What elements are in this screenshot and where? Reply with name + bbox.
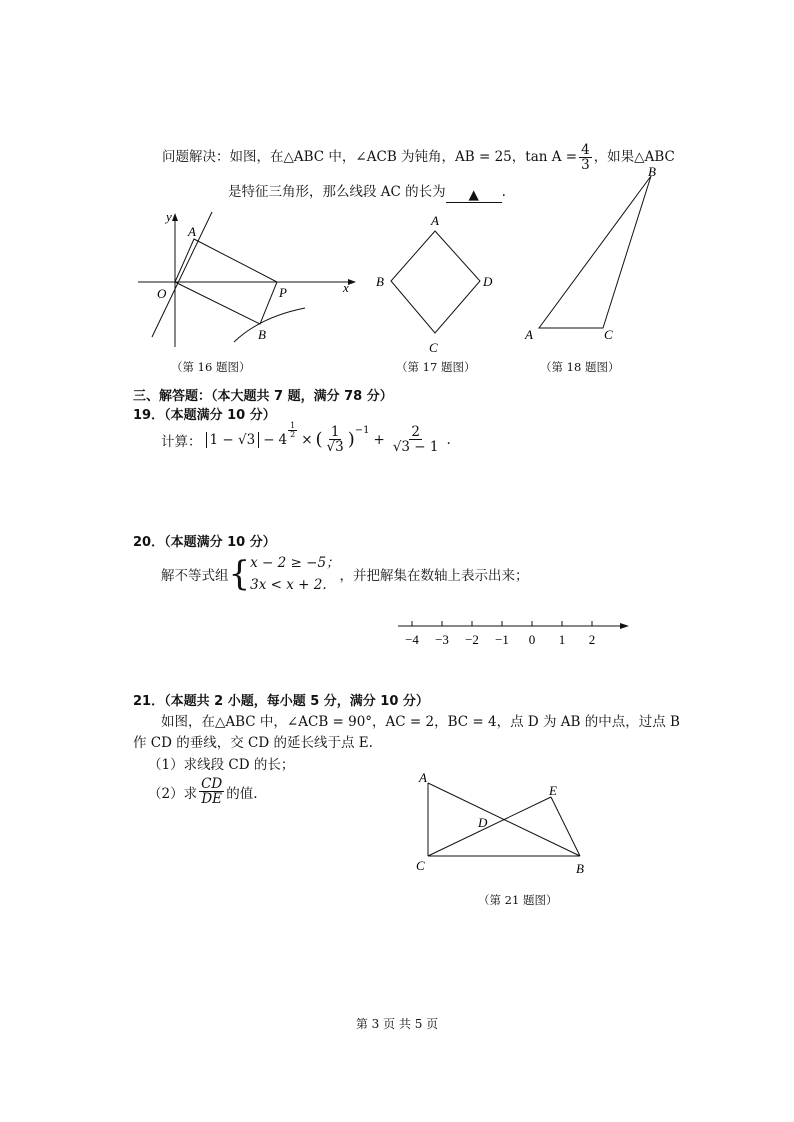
figure-17 bbox=[370, 210, 500, 358]
section-3-heading: 三、解答题：（本大题共 7 题，满分 78 分） bbox=[133, 389, 393, 404]
period: . bbox=[501, 184, 506, 200]
label-C: C bbox=[429, 340, 438, 355]
figure-21-caption: （第 21 题图） bbox=[478, 893, 558, 907]
problem-line-2-text: 是特征三角形，那么线段 AC 的长为 bbox=[228, 184, 446, 200]
x-axis-arrow-icon bbox=[348, 279, 356, 285]
label-A: A bbox=[188, 224, 196, 239]
number-line-arrow-icon bbox=[620, 623, 629, 629]
q19-times: × bbox=[301, 431, 313, 448]
number-line[interactable] bbox=[390, 615, 640, 655]
q21-part-2-prefix: （2）求 bbox=[148, 785, 198, 802]
rhombus-ABCD bbox=[391, 231, 480, 333]
number-line-label: −2 bbox=[465, 632, 479, 647]
q21-part-1: （1）求线段 CD 的长； bbox=[148, 757, 295, 773]
problem-line-1-tail: ，如果△ABC bbox=[593, 149, 675, 166]
triangle-marker-icon: ▲ bbox=[468, 187, 479, 203]
label-O: O bbox=[157, 286, 167, 301]
problem-line-1-text: 问题解决：如图，在△ABC 中，∠ACB 为钝角，AB = 25，tan A = bbox=[162, 149, 578, 166]
q19-base: 4 bbox=[278, 431, 288, 448]
problem-line-2 bbox=[228, 180, 506, 203]
figure-16-caption: （第 16 题图） bbox=[171, 360, 251, 374]
tan-fraction: $\frac{4}{3}$ bbox=[581, 142, 590, 174]
q20-heading: 20．（本题满分 10 分） bbox=[133, 535, 276, 550]
segment-EB bbox=[551, 797, 580, 856]
label-C: C bbox=[416, 858, 425, 873]
q19-expression: 计算： 1 − √3 − 4 $\frac{1}{2}$ × ( $\frac{1}{√3}$ ) −1 + $\frac{2}{√3 - 1}$ . bbox=[161, 420, 451, 456]
q20-ineq2: 3x < x + 2. bbox=[250, 577, 327, 593]
label-y: y bbox=[166, 209, 172, 224]
q19-prefix: 计算： bbox=[161, 433, 202, 450]
line-through-origin bbox=[152, 212, 212, 337]
number-line-label: 2 bbox=[588, 632, 596, 647]
brace-icon: { bbox=[228, 554, 251, 594]
q19-abs: 1 − √3 bbox=[206, 432, 260, 448]
q21-part-2-fraction: $\frac{CD}{DE}$ bbox=[201, 776, 223, 808]
q20-system bbox=[161, 552, 529, 596]
q19-end: . bbox=[446, 431, 451, 448]
figure-17-caption: （第 17 题图） bbox=[396, 360, 476, 374]
number-line-label: −3 bbox=[435, 632, 449, 647]
number-line-label: −4 bbox=[405, 632, 419, 647]
q20-suffix: ，并把解集在数轴上表示出来； bbox=[339, 568, 529, 584]
q21-part-2 bbox=[148, 777, 258, 806]
q19-frac: $\frac{2}{√3 - 1}$ bbox=[392, 424, 439, 456]
q19-plus: + bbox=[373, 431, 385, 448]
label-B: B bbox=[576, 861, 584, 876]
label-B: B bbox=[258, 327, 266, 342]
label-B: B bbox=[648, 164, 656, 179]
q20-ineq1: x − 2 ≥ −5； bbox=[250, 555, 340, 571]
number-line-label: 1 bbox=[558, 632, 566, 647]
segment-CE bbox=[428, 797, 551, 856]
figure-18 bbox=[520, 160, 670, 350]
label-D: D bbox=[478, 815, 488, 830]
q21-stem-2: 作 CD 的垂线，交 CD 的延长线于点 E. bbox=[133, 735, 373, 751]
label-D: D bbox=[483, 274, 493, 289]
y-axis-arrow-icon bbox=[172, 213, 178, 221]
number-line-label: −1 bbox=[495, 632, 509, 647]
label-A: A bbox=[525, 327, 533, 342]
label-C: C bbox=[604, 327, 613, 342]
figure-21 bbox=[410, 768, 600, 883]
figure-16 bbox=[130, 205, 360, 355]
q19-paren-frac: $\frac{1}{√3}$ bbox=[326, 424, 344, 456]
label-x: x bbox=[343, 280, 349, 295]
answer-blank[interactable] bbox=[446, 187, 502, 203]
label-A: A bbox=[419, 770, 427, 785]
q19-neg1: −1 bbox=[354, 425, 370, 437]
figure-18-caption: （第 18 题图） bbox=[540, 360, 620, 374]
number-line-label: 0 bbox=[528, 632, 536, 647]
q21-stem-1: 如图，在△ABC 中，∠ACB = 90°，AC = 2，BC = 4，点 D 为 AB 的中点，过点 B bbox=[161, 714, 680, 730]
label-P: P bbox=[279, 285, 287, 300]
q20-inequalities bbox=[250, 552, 339, 596]
curve bbox=[234, 308, 305, 342]
q19-heading: 19．（本题满分 10 分） bbox=[133, 408, 276, 423]
label-E: E bbox=[549, 783, 557, 798]
q19-exponent: $\frac{1}{2}$ bbox=[290, 420, 296, 440]
label-B: B bbox=[376, 274, 384, 289]
q21-heading: 21．（本题共 2 小题，每小题 5 分，满分 10 分） bbox=[133, 694, 429, 709]
triangle-ABC bbox=[539, 176, 651, 328]
q20-prefix: 解不等式组 bbox=[161, 568, 229, 584]
q19-minus: − bbox=[263, 431, 275, 448]
page-footer: 第 3 页 共 5 页 bbox=[355, 1017, 439, 1031]
q21-part-2-suffix: 的值. bbox=[226, 785, 258, 802]
label-A: A bbox=[431, 213, 439, 228]
